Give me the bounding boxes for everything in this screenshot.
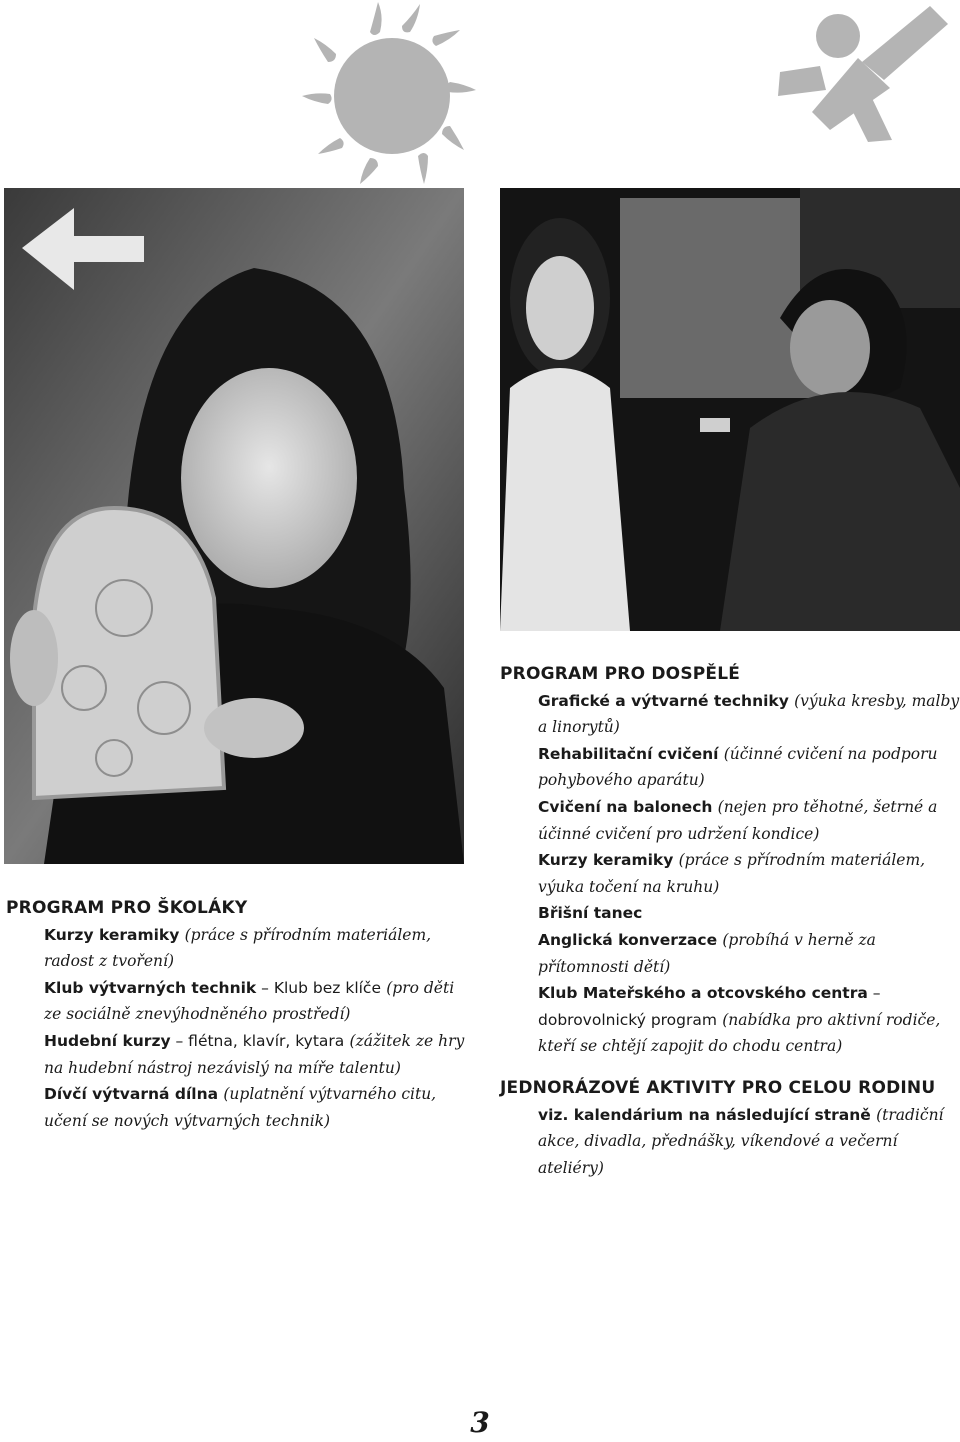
list-item: Kurzy keramiky (práce s přírodním materiálem, výuka točení na kruhu): [538, 851, 926, 896]
section-program-skolaky: [6, 896, 466, 1134]
ceramic-tile: [34, 508, 224, 798]
list-item: Cvičení na balonech (nejen pro těhotné, šetrné a účinné cvičení pro udržení kondice): [538, 797, 938, 843]
list-item: Anglická konverzace (probíhá v herně za přítomnosti dětí): [538, 930, 876, 976]
list-item: Dívčí výtvarná dílna (uplatnění výtvarného citu, učení se nových výtvarných technik): [44, 1085, 437, 1130]
photo-girl-with-ceramic-tile: [4, 188, 464, 864]
list-item: Klub výtvarných technik – Klub bez klíče (pro děti ze sociálně znevýhodněného prostředí): [44, 978, 455, 1024]
list-item: Břišní tanec: [538, 904, 643, 923]
section-jednorazove-aktivity: [500, 1076, 960, 1181]
sun-logo-icon: [300, 0, 480, 185]
section-program-dospele: [500, 662, 960, 1060]
list-item: viz. kalendárium na následující straně (tradiční akce, divadla, přednášky, víkendové a večerní ateliéry): [538, 1105, 944, 1177]
page-number: 3: [470, 1406, 490, 1439]
heading-jednorazove-aktivity: JEDNORÁZOVÉ AKTIVITY PRO CELOU RODINU: [500, 1078, 936, 1098]
heading-program-dospele: PROGRAM PRO DOSPĚLÉ: [500, 664, 741, 684]
list-item: Hudební kurzy – flétna, klavír, kytara (zážitek ze hry na hudební nástroj nezávislý na míře talentu): [44, 1031, 465, 1077]
list-item: Kurzy keramiky (práce s přírodním materiálem, radost z tvoření): [44, 925, 432, 971]
dancing-figure-logo-icon: [760, 2, 960, 142]
list-item: Rehabilitační cvičení (účinné cvičení na podporu pohybového aparátu): [538, 744, 938, 790]
photo-two-women: [500, 188, 960, 631]
heading-program-skolaky: PROGRAM PRO ŠKOLÁKY: [6, 898, 248, 918]
list-item: Klub Mateřského a otcovského centra – dobrovolnický program (nabídka pro aktivní rodiče, kteří se chtějí zapojit do chodu centra): [538, 984, 941, 1056]
list-item: Grafické a výtvarné techniky (výuka kresby, malby a linorytů): [538, 691, 960, 737]
